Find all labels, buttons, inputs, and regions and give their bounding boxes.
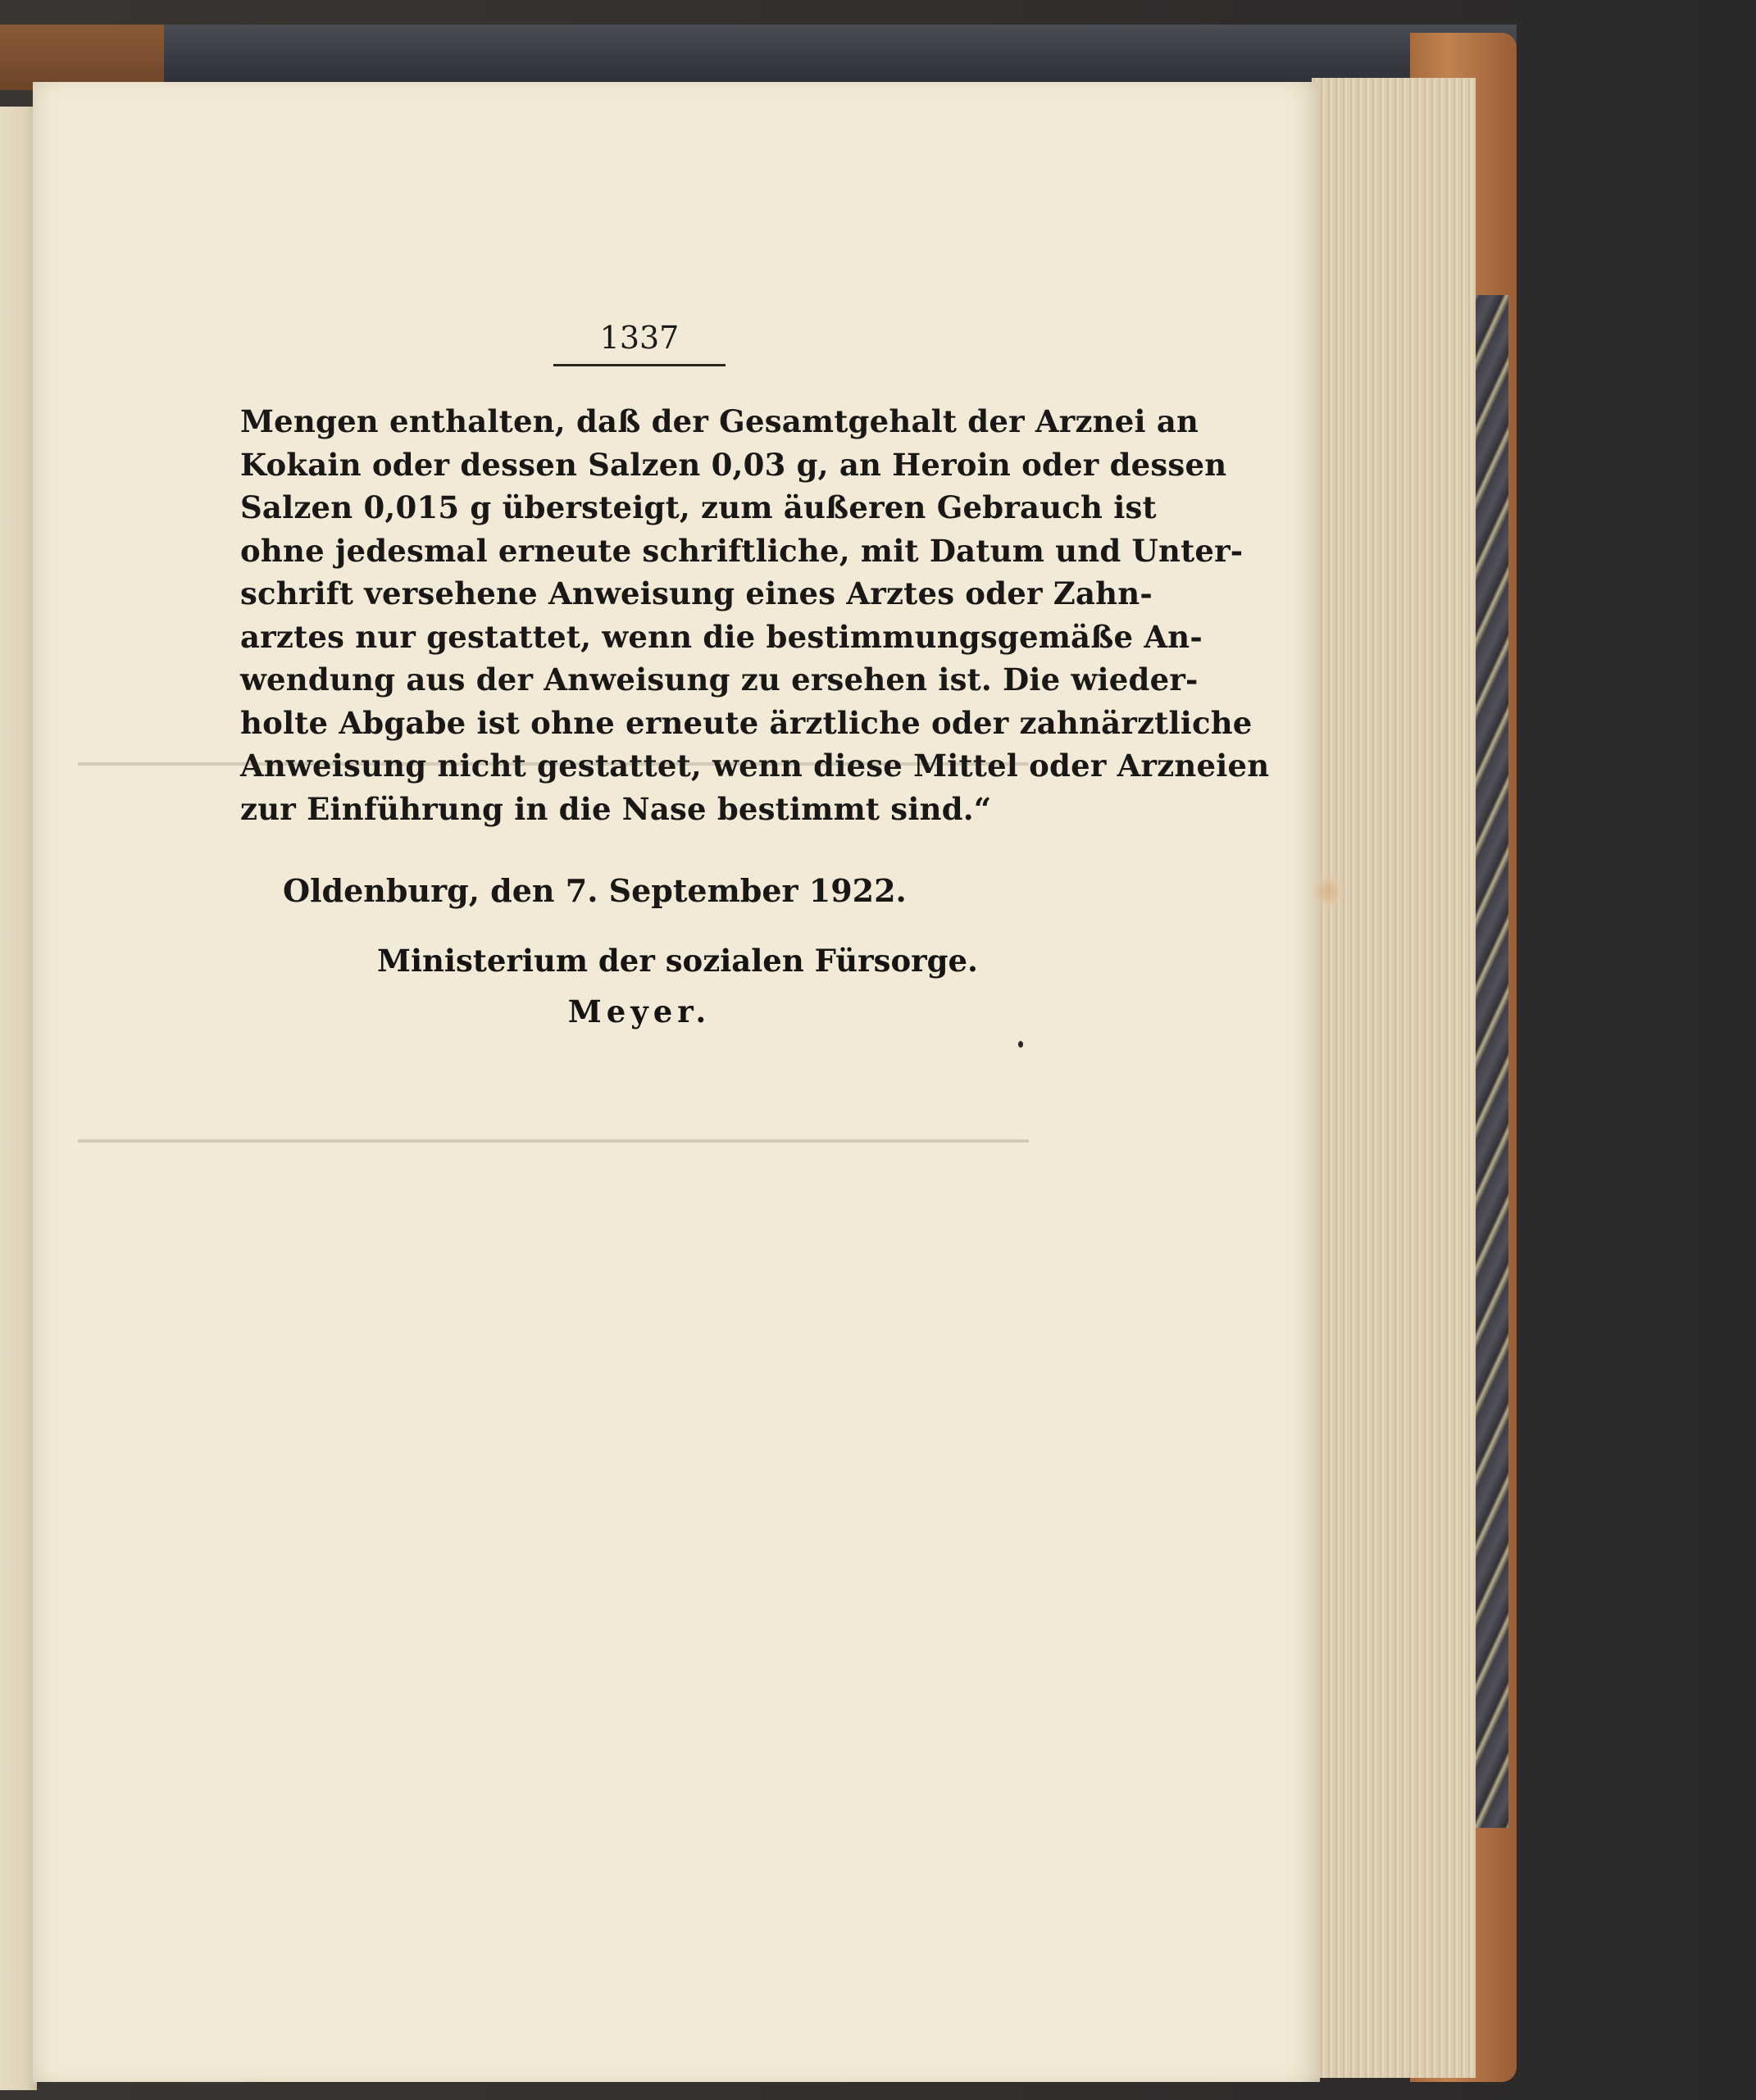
body-line: Mengen enthalten, daß der Gesamtgehalt der Arznei an: [240, 403, 1199, 439]
body-line: holte Abgabe ist ohne erneute ärztliche oder zahnärztliche: [240, 704, 1253, 741]
signature-name: Meyer.: [567, 993, 712, 1030]
ink-speck: [1018, 1041, 1023, 1048]
body-line: ohne jedesmal erneute schriftliche, mit Datum und Unter-: [240, 532, 1244, 569]
paper-stain: [1312, 873, 1344, 910]
body-line: zur Einführung in die Nase bestimmt sind.“: [240, 790, 992, 827]
left-page-edge: [0, 107, 37, 2090]
book-page: [33, 82, 1320, 2082]
book-binding-leather-corner: [0, 25, 164, 90]
place-date-line: Oldenburg, den 7. September 1922.: [283, 872, 907, 909]
body-line: Kokain oder dessen Salzen 0,03 g, an Heroin oder dessen: [240, 446, 1227, 483]
body-line: wendung aus der Anweisung zu ersehen ist. Die wieder-: [240, 661, 1199, 698]
issuing-ministry: Ministerium der sozialen Fürsorge.: [377, 943, 978, 979]
page-edges: [1312, 78, 1476, 2078]
book-binding-top: [0, 25, 1517, 86]
body-paragraph: [240, 400, 1270, 830]
page-number: 1337: [599, 320, 680, 356]
body-line: schrift versehene Anweisung eines Arztes oder Zahn-: [240, 575, 1153, 611]
page-number-rule: [553, 364, 726, 366]
body-line: Anweisung nicht gestattet, wenn diese Mittel oder Arzneien: [240, 748, 1270, 784]
body-line: Salzen 0,015 g übersteigt, zum äußeren Gebrauch ist: [240, 489, 1157, 525]
body-line: arztes nur gestattet, wenn die bestimmungsgemäße An-: [240, 618, 1203, 655]
